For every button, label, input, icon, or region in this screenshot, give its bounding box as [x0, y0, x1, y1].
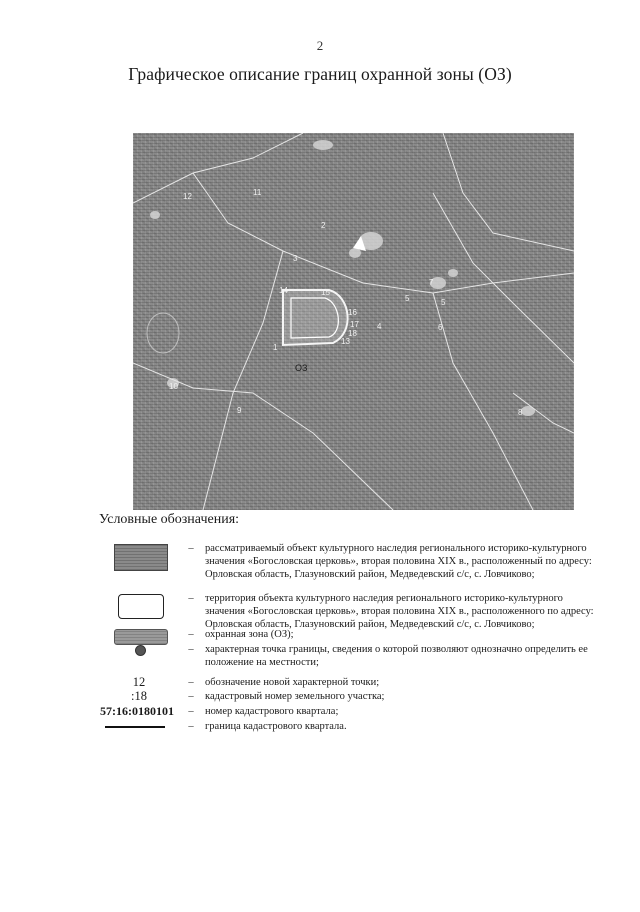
page-number: 2 — [316, 38, 324, 53]
point-label: 9 — [237, 406, 242, 415]
cadastral-map — [133, 133, 574, 510]
protection-zone-boundary — [283, 290, 348, 345]
document-title: Графическое описание границ охранной зоны (ОЗ) — [128, 64, 512, 84]
legend-title: Условные обозначения: — [99, 512, 240, 527]
legend-item-parcel-number — [99, 690, 599, 704]
point-label: 6 — [438, 323, 443, 332]
legend-description: обозначение новой характерной точки; — [205, 677, 380, 688]
legend-dash: – — [188, 677, 194, 688]
legend-symbol: 57:16:0180101 — [100, 704, 174, 718]
legend-description: территория объекта культурного наследия регионального историко-культурного значения «Богословская церковь», вторая половина XIX в., расположенного по адресу: Орловская область, Глазуновский район, Медведевский с/с, с. Ловчиково; — [205, 593, 594, 630]
legend-symbol: 12 — [132, 675, 146, 689]
point-label: 16 — [348, 308, 357, 317]
map-texture — [147, 140, 535, 416]
point-label: 5 — [405, 294, 410, 303]
legend-description: охранная зона (ОЗ); — [205, 629, 294, 640]
point-label: 18 — [348, 329, 357, 338]
point-label: 2 — [321, 221, 326, 230]
point-label: 17 — [350, 320, 359, 329]
point-label: 4 — [377, 322, 382, 331]
map-drawing — [133, 133, 574, 510]
point-label: 10 — [169, 382, 178, 391]
point-label: 5 — [441, 298, 446, 307]
point-label: 7 — [429, 278, 434, 287]
point-label: 11 — [253, 188, 262, 197]
point-label: 13 — [341, 337, 350, 346]
legend-description: кадастровый номер земельного участка; — [205, 691, 385, 702]
point-label: 3 — [293, 254, 298, 263]
point-label: 15 — [321, 288, 330, 297]
empty-rectangle-swatch-icon — [118, 594, 164, 619]
point-label: 8 — [518, 408, 523, 417]
point-label: 12 — [183, 192, 192, 201]
legend-item-quarter-number — [99, 705, 599, 719]
legend-dash: – — [188, 706, 194, 717]
legend-dash: – — [188, 644, 194, 655]
legend-item-protection-zone — [99, 628, 599, 642]
point-label: 1 — [273, 343, 278, 352]
legend-item-territory — [99, 592, 599, 632]
legend-dash: – — [188, 593, 194, 604]
legend-dash: – — [188, 691, 194, 702]
boundary-line-icon — [105, 726, 165, 728]
legend-item-new-point — [99, 676, 599, 690]
hatched-swatch-icon — [114, 544, 168, 571]
legend-dash: – — [188, 543, 194, 554]
legend-dash: – — [188, 629, 194, 640]
legend-item-boundary-point — [99, 643, 599, 671]
legend-item-quarter-boundary — [99, 720, 599, 734]
point-dot-icon — [135, 645, 146, 656]
legend-description: рассматриваемый объект культурного наследия регионального историко-культурного значения «Богословская церковь», вторая половина XIX в., расположенный по адресу: Орловская область, Глазуновский район, Медведевский с/с, с. Ловчиково; — [205, 543, 592, 580]
boundary-point-labels — [169, 188, 523, 417]
legend-description: номер кадастрового квартала; — [205, 706, 339, 717]
legend-dash: – — [188, 721, 194, 732]
point-label: 14 — [279, 286, 288, 295]
legend-symbol: :18 — [131, 689, 147, 703]
legend-item-heritage-object — [99, 542, 599, 584]
legend-description: характерная точка границы, сведения о которой позволяют однозначно определить ее положение на местности; — [205, 644, 588, 668]
legend-description: граница кадастрового квартала. — [205, 721, 347, 732]
zone-label: ОЗ — [295, 363, 308, 373]
